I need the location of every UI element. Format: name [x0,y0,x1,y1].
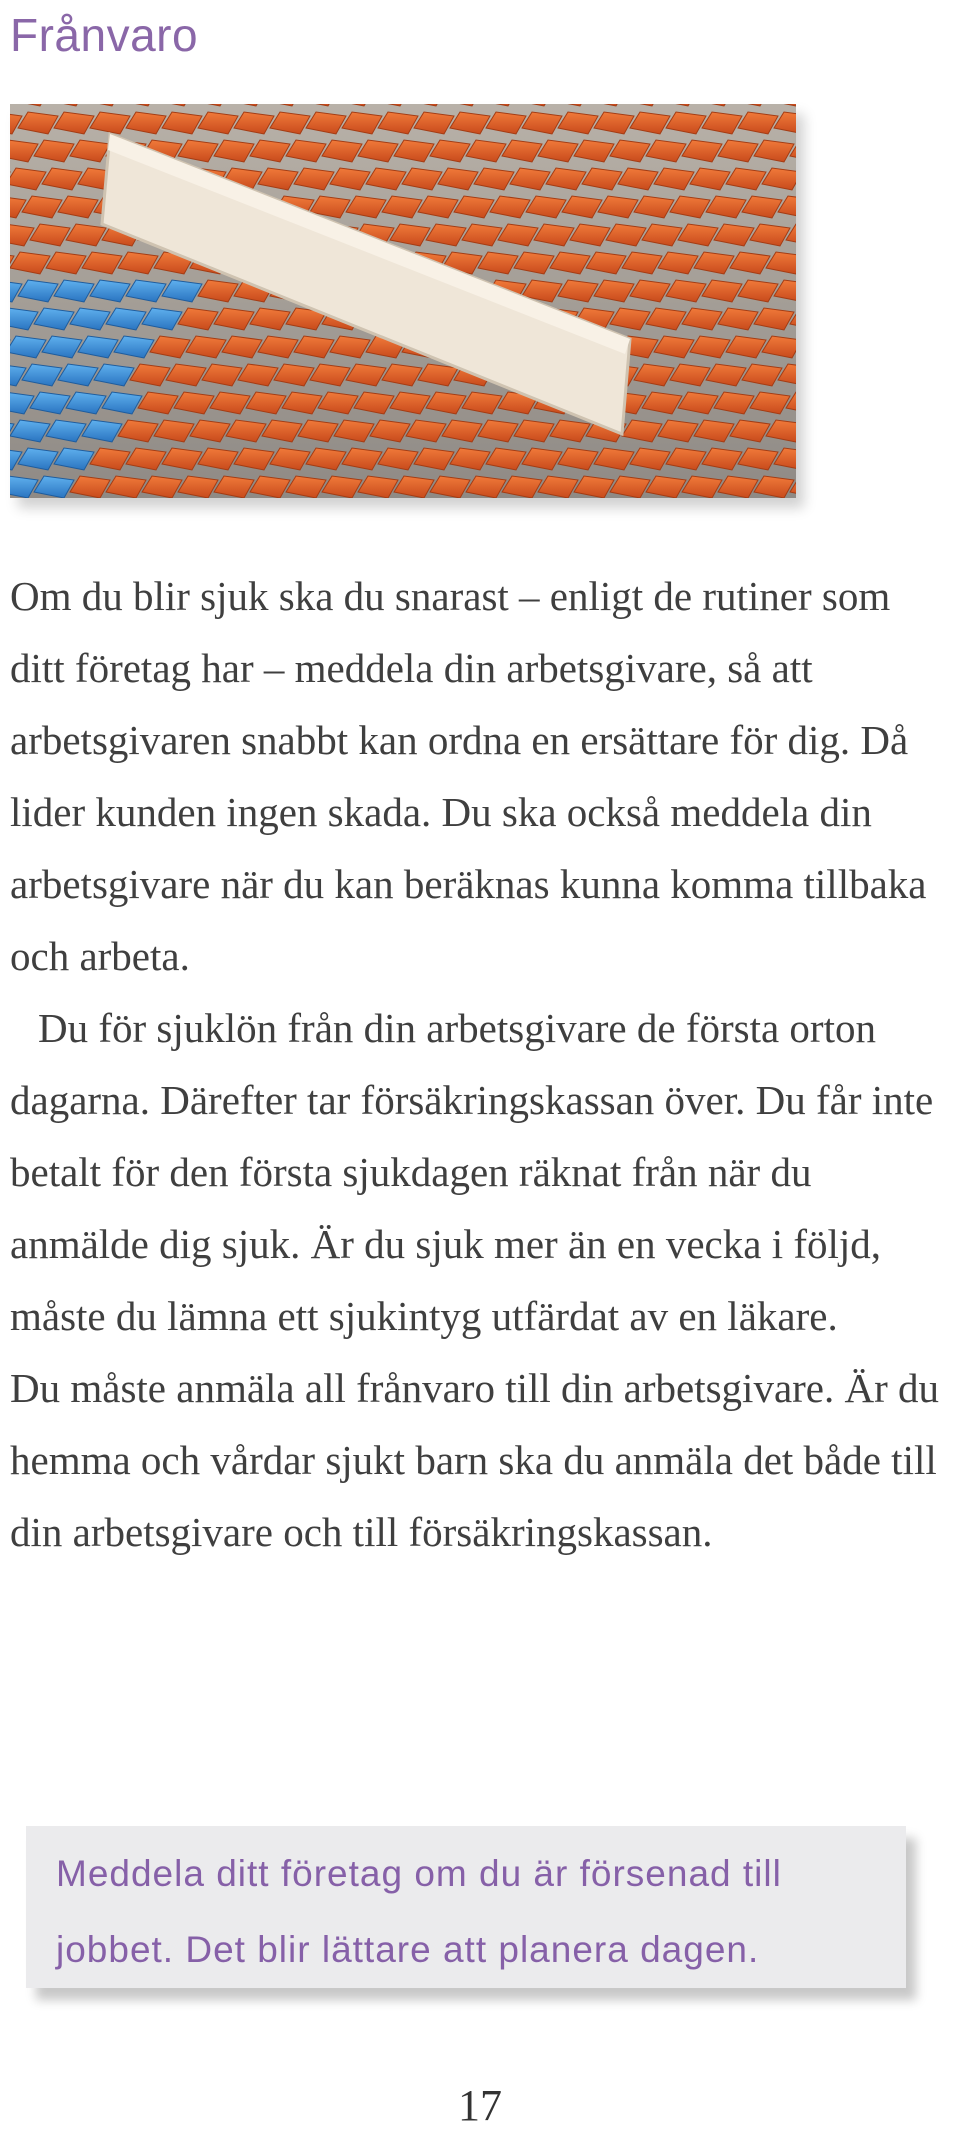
body-text [10,560,950,1568]
page-number: 17 [458,2081,502,2130]
paragraph-absence-reporting: Du måste anmäla all frånvaro till din arbetsgivare. Är du hemma och vårdar sjukt barn ska du anmäla det både till din arbetsgivare och till försäkringskassan. [10,1365,940,1555]
stadium-seats-illustration [10,104,796,498]
callout-box [26,1826,906,1988]
page-heading: Frånvaro [10,9,199,61]
stadium-seats-photo [10,104,796,498]
paragraph-sickness-reporting: Om du blir sjuk ska du snarast – enligt de rutiner som ditt företag har – meddela din arbetsgivare, så att arbetsgivaren snabbt kan ordna en ersättare för dig. Då lider kunden ingen skada. Du ska också meddela din arbetsgivare när du kan beräknas kunna komma tillbaka och arbeta. [10,573,927,979]
callout-text: Meddela ditt företag om du är försenad till jobbet. Det blir lättare att planera dagen. [56,1853,782,1970]
paragraph-sick-pay: Du för sjuklön från din arbetsgivare de första orton dagarna. Därefter tar försäkringskassan över. Du får inte betalt för den första sjukdagen räknat från när du anmälde dig sjuk. Är du sjuk mer än en vecka i följd, måste du lämna ett sjukintyg utfärdat av en läkare. [10,1005,934,1339]
